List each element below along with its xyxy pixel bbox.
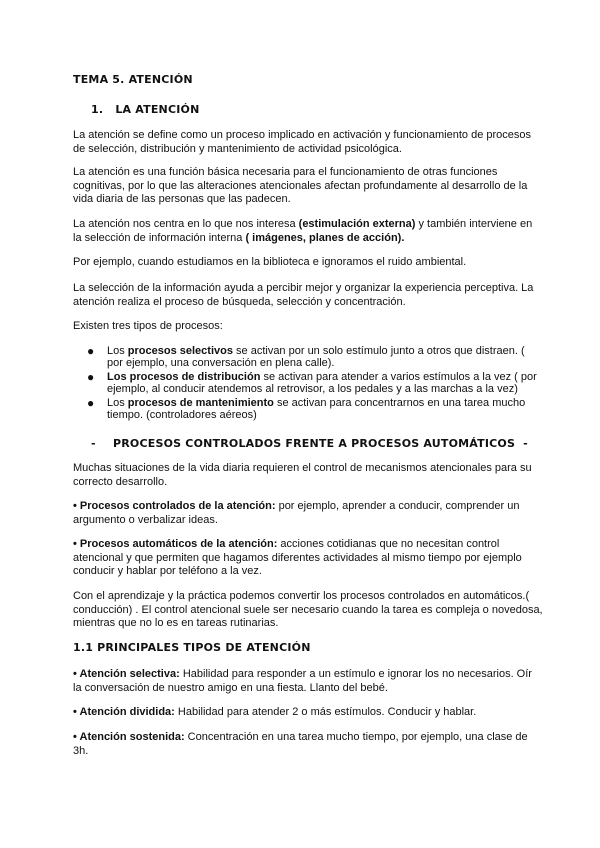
text-run: La atención nos centra en lo que nos interesa [73, 218, 299, 230]
bold-run: procesos selectivos [127, 345, 233, 357]
section-number: 1. [91, 103, 104, 116]
paragraph-controlled-processes [73, 500, 543, 527]
paragraph-divided-attention [73, 706, 543, 720]
paragraph-sustained-attention [73, 731, 543, 758]
text-run: Los [107, 397, 128, 409]
bold-run: • Atención sostenida: [73, 731, 185, 743]
paragraph-selection: La selección de la información ayuda a percibir mejor y organizar la experiencia perceptiva. La atención realiza el proceso de búsqueda, selección y concentración. [73, 282, 534, 308]
text-run: acciones cotidianas que no necesitan control atencional y que permiten que hagamos diferentes actividades al mismo tiempo por ejemplo conducir y hablar por teléfono a la vez. [73, 538, 522, 577]
text-run: y también interviene en la selección de información interna [73, 218, 533, 244]
text-run: se activan para concentrarnos en una tarea mucho tiempo. (controladores aéreos) [107, 397, 526, 421]
list-item [73, 371, 543, 395]
paragraph-types-intro: Existen tres tipos de procesos: [73, 320, 223, 332]
paragraph-focus [73, 218, 543, 245]
paragraph-definition: La atención se define como un proceso implicado en activación y funcionamiento de procesos de selección, distribución y mantenimiento de actividad psicológica. [73, 129, 531, 155]
paragraph-basic-function: La atención es una función básica necesaria para el funcionamiento de otras funciones cognitivas, por lo que las alteraciones atencionales afectan profundamente al desarrollo de la vida diaria de las personas que las padecen. [73, 166, 528, 205]
paragraph-daily-situations: Muchas situaciones de la vida diaria requieren el control de mecanismos atencionales para su correcto desarrollo. [73, 462, 532, 488]
process-types-list [73, 345, 543, 423]
text-run: Habilidad para responder a un estímulo e ignorar los no necesarios. Oír la conversación de nuestro amigo en una fiesta. Llanto del bebé. [73, 668, 532, 694]
bold-run: • Procesos controlados de la atención: [73, 500, 276, 512]
section-heading-main-types: 1.1 PRINCIPALES TIPOS DE ATENCIÓN [73, 641, 311, 654]
text-run: Concentración en una tarea mucho tiempo, por ejemplo, una clase de 3h. [73, 731, 528, 757]
section-title: LA ATENCIÓN [115, 103, 200, 116]
list-item [73, 397, 543, 421]
bold-run: Los procesos de distribución [107, 371, 261, 383]
bold-run: ( imágenes, planes de acción). [245, 231, 405, 244]
section-heading-controlled-vs-automatic [91, 437, 528, 450]
bold-run: procesos de mantenimiento [127, 397, 274, 409]
bullet-icon: ● [87, 396, 95, 410]
bold-run: • Procesos automáticos de la atención: [73, 538, 278, 550]
dash-right: - [523, 437, 528, 450]
dash-left: - [91, 437, 96, 450]
bullet-icon: ● [87, 344, 95, 358]
text-run: se activan para atender a varios estímulos a la vez ( por ejemplo, al conducir atendemos al retrovisor, a los pedales y a las marchas a la vez) [107, 371, 537, 395]
paragraph-automatic-processes [73, 538, 543, 579]
paragraph-selective-attention [73, 668, 543, 695]
bold-run: (estimulación externa) [298, 218, 416, 230]
text-run: Habilidad para atender 2 o más estímulos. Conducir y hablar. [174, 706, 477, 718]
bullet-icon: ● [87, 370, 95, 384]
text-run: se activan por un solo estímulo junto a otros que distraen. ( por ejemplo, una conversación en plena calle). [107, 345, 525, 369]
bold-run: • Atención selectiva: [73, 668, 180, 680]
document-title: TEMA 5. ATENCIÓN [73, 73, 193, 86]
section-heading-la-atencion [91, 103, 200, 116]
text-run: Los [107, 345, 128, 357]
section-title: PROCESOS CONTROLADOS FRENTE A PROCESOS AUTOMÁTICOS [113, 437, 516, 450]
paragraph-example: Por ejemplo, cuando estudiamos en la biblioteca e ignoramos el ruido ambiental. [73, 256, 467, 268]
paragraph-learning-practice: Con el aprendizaje y la práctica podemos convertir los procesos controlados en automáticos.( conducción) . El control atencional suele ser necesario cuando la tarea es compleja o novedosa, mientras que no lo es en tareas rutinarias. [73, 590, 543, 629]
list-item [73, 345, 543, 369]
text-run: por ejemplo, aprender a conducir, comprender un argumento o verbalizar ideas. [73, 500, 520, 526]
bold-run: • Atención dividida: [73, 706, 175, 718]
